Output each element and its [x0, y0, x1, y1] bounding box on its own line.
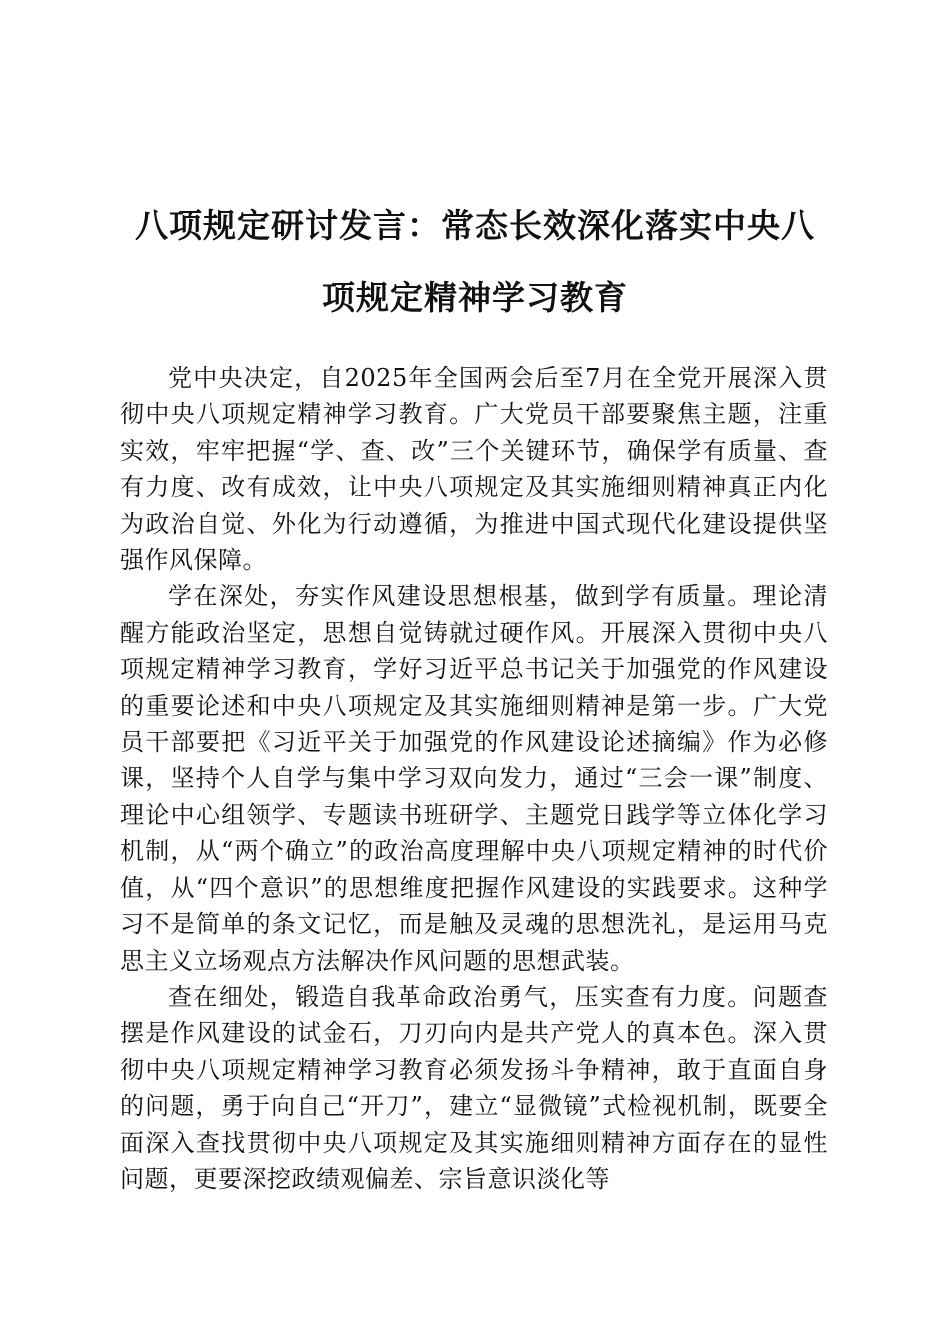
paragraph-3: 查在细处，锻造自我革命政治勇气，压实查有力度。问题查摆是作风建设的试金石，刀刃向内是共产党人的真本色。深入贯彻中央八项规定精神学习教育必须发扬斗争精神，敢于直面自身的问题，勇于向自己“开刀”，建立“显微镜”式检视机制，既要全面深入查找贯彻中央八项规定及其实施细则精神方面存在的显性问题，更要深挖政绩观偏差、宗旨意识淡化等	[120, 982, 828, 1193]
paragraph-1: 党中央决定，自2025年全国两会后至7月在全党开展深入贯彻中央八项规定精神学习教育。广大党员干部要聚焦主题，注重实效，牢牢把握“学、查、改”三个关键环节，确保学有质量、查有力度、改有成效，让中央八项规定及其实施细则精神真正内化为政治自觉、外化为行动遵循，为推进中国式现代化建设提供坚强作风保障。	[120, 364, 828, 575]
title-line-2: 项规定精神学习教育	[322, 278, 628, 318]
paragraph-2: 学在深处，夯实作风建设思想根基，做到学有质量。理论清醒方能政治坚定，思想自觉铸就过硬作风。开展深入贯彻中央八项规定精神学习教育，学好习近平总书记关于加强党的作风建设的重要论述和中央八项规定及其实施细则精神是第一步。广大党员干部要把《习近平关于加强党的作风建设论述摘编》作为必修课，坚持个人自学与集中学习双向发力，通过“三会一课”制度、理论中心组领学、专题读书班研学、主题党日践学等立体化学习机制，从“两个确立”的政治高度理解中央八项规定精神的时代价值，从“四个意识”的思想维度把握作风建设的实践要求。这种学习不是简单的条文记忆，而是触及灵魂的思想洗礼，是运用马克思主义立场观点方法解决作风问题的思想武装。	[120, 582, 828, 975]
document-title	[110, 190, 840, 334]
title-line-1: 八项规定研讨发言：常态长效深化落实中央八	[135, 206, 815, 246]
document-body	[120, 360, 828, 1197]
